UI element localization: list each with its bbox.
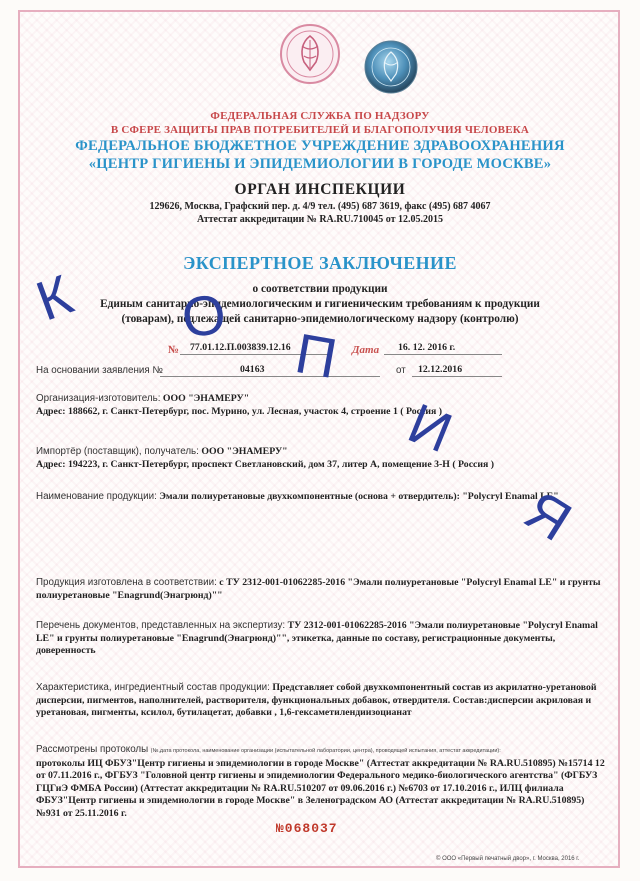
hologram-emblem-icon	[362, 38, 420, 96]
basis-underline	[160, 376, 380, 377]
documents-label: Перечень документов, представленных на экспертизу:	[36, 620, 286, 631]
agency-line-1: ФЕДЕРАЛЬНАЯ СЛУЖБА ПО НАДЗОРУ	[210, 110, 430, 122]
composition-value: Представляет собой двухкомпонентный состав из акрилатно-уретановой дисперсии, пигментов, наполнителей, растворителя, функциональных добавок, отвердителя. Состав:дисперсии акриловая и уретановая, пигменты, ксилол, бутилацетат, добавки , 1,6-гексаметилендиизоцианат	[36, 682, 597, 718]
copy-stamp-letter-2: О	[177, 281, 230, 350]
basis-date-underline	[412, 376, 502, 377]
product-label: Наименование продукции:	[36, 491, 157, 502]
protocols-block	[36, 744, 606, 820]
protocols-label: Рассмотрены протоколы	[36, 744, 149, 755]
institution-line-1: ФЕДЕРАЛЬНОЕ БЮДЖЕТНОЕ УЧРЕЖДЕНИЕ ЗДРАВООХРАНЕНИЯ	[75, 138, 565, 154]
made-according-value: с ТУ 2312-001-01062285-2016 "Эмали полиуретановые "Polycryl Enamal LE" и грунты полиуретановые "Enagrund(Энагрюнд)""	[36, 577, 601, 601]
copy-stamp-letter-1: К	[28, 262, 81, 333]
copy-stamp-letter-5: Я	[514, 478, 583, 554]
basis-date: 12.12.2016	[418, 364, 463, 375]
made-according-label: Продукция изготовлена в соответствии:	[36, 577, 217, 588]
importer-label: Импортёр (поставщик), получатель:	[36, 446, 199, 457]
serial-number: №068037	[276, 821, 338, 836]
organ-title: ОРГАН ИНСПЕКЦИИ	[234, 181, 406, 198]
conclusion-date: 16. 12. 2016 г.	[398, 342, 456, 353]
agency-line-2: В СФЕРЕ ЗАЩИТЫ ПРАВ ПОТРЕБИТЕЛЕЙ И БЛАГОПОЛУЧИЯ ЧЕЛОВЕКА	[110, 124, 530, 136]
composition-block	[36, 682, 606, 720]
date-underline	[384, 354, 502, 355]
document-subtitle-1: о соответствии продукции	[252, 283, 388, 295]
importer-address: Адрес: 194223, г. Санкт-Петербург, проспект Светлановский, дом 37, литер А, помещение 3-Н ( Россия )	[36, 458, 495, 470]
manufacturer-value: ООО "ЭНАМЕРУ"	[162, 393, 250, 404]
product-block	[36, 491, 606, 504]
made-according-block	[36, 577, 606, 602]
protocols-value: протоколы ИЦ ФБУЗ"Центр гигиены и эпидемиологии в городе Москве" (Аттестат аккредитации № RA.RU.510895) №15714 12 от 07.11.2016 г., ФГБУЗ "Головной центр гигиены и эпидемиологии Федерального медико-биологического агентства" (ФГБУЗ ГЦГиЭ ФМБА России) (Аттестат аккредитации № RA.RU.510207 от 09.06.2016 г.) №6703 от 17.10.2016 г., ИЛЦ филиала ФБУЗ"Центр гигиены и эпидемиологии в городе Москве" в Зеленоградском АО (Аттестат аккредитации № RA.RU.510895) №931 от 25.11.2016 г.	[36, 757, 605, 819]
number-label: №	[168, 344, 180, 356]
product-value: Эмали полиуретановые двухкомпонентные (основа + отвердитель): "Polycryl Enamal LE"	[159, 491, 559, 502]
documents-value: ТУ 2312-001-01062285-2016 "Эмали полиуретановые "Polycryl Enamal LE" и грунты полиуретановые "Enagrund(Энагрюнд)"", этикетка, данные по составу, регистрационные документы, доверенность	[36, 620, 598, 656]
basis-number: 04163	[240, 364, 265, 375]
protocols-small-note: (№,дата протокола, наименование организации (испытательной лаборатории, центра), проводящей испытания, аттестат аккредитации):	[150, 748, 501, 754]
basis-from-label: от	[396, 365, 406, 376]
manufacturer-block	[36, 393, 606, 418]
document-subtitle-3: (товарам), подлежащей санитарно-эпидемиологическому надзору (контролю)	[121, 313, 519, 325]
copy-stamp-letter-3: П	[290, 320, 342, 391]
printer-note: © ООО «Первый печатный двор», г. Москва, 2016 г.	[436, 856, 580, 862]
institution-line-2: «ЦЕНТР ГИГИЕНЫ И ЭПИДЕМИОЛОГИИ В ГОРОДЕ МОСКВЕ»	[88, 156, 552, 172]
importer-block	[36, 446, 606, 471]
conclusion-number: 77.01.12.П.003839.12.16	[190, 342, 291, 353]
document-subtitle-2: Единым санитарно-эпидемиологическим и гигиеническим требованиям к продукции	[100, 298, 540, 310]
basis-label: На основании заявления №	[36, 365, 163, 376]
copy-stamp-letter-4: И	[399, 390, 461, 465]
rospotrebnadzor-emblem-icon	[278, 22, 342, 86]
document-title: ЭКСПЕРТНОЕ ЗАКЛЮЧЕНИЕ	[183, 253, 457, 273]
date-label: Дата	[352, 344, 380, 356]
manufacturer-address: Адрес: 188662, г. Санкт-Петербург, пос. Мурино, ул. Лесная, участок 4, строение 1 ( Россия )	[36, 405, 443, 417]
composition-label: Характеристика, ингредиентный состав продукции:	[36, 682, 270, 693]
organ-accreditation: Аттестат аккредитации № RA.RU.710045 от 12.05.2015	[197, 214, 443, 225]
documents-block	[36, 620, 606, 658]
organ-address: 129626, Москва, Графский пер. д. 4/9 тел. (495) 687 3619, факс (495) 687 4067	[149, 201, 491, 212]
importer-value: ООО "ЭНАМЕРУ"	[201, 446, 288, 457]
manufacturer-label: Организация-изготовитель:	[36, 393, 161, 404]
